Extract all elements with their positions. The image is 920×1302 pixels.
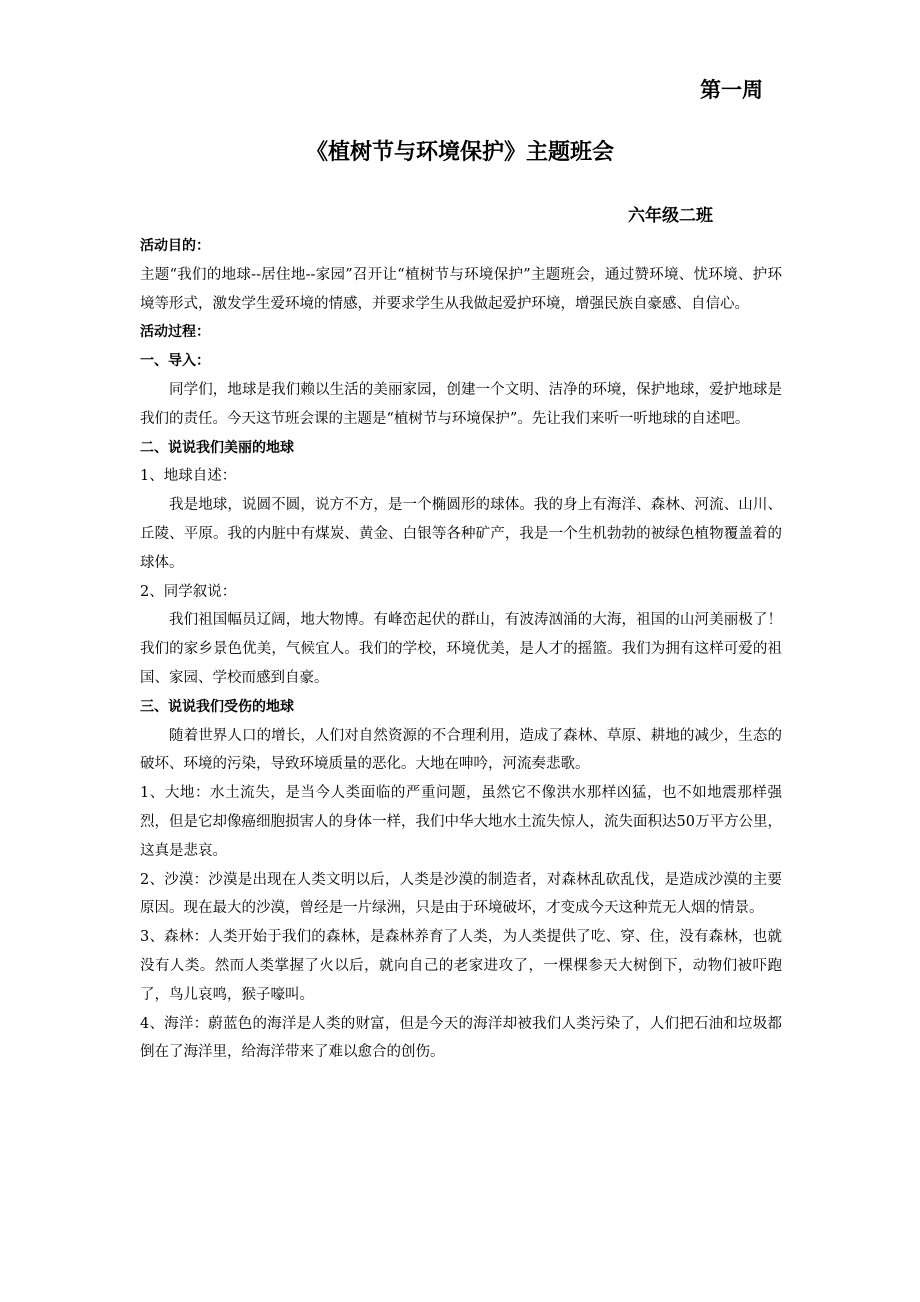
- document-body: [140, 232, 782, 1067]
- process-heading: 活动过程：: [140, 324, 210, 341]
- week-label: 第一周: [700, 78, 763, 102]
- part1-paragraph: 同学们，地球是我们赖以生活的美丽家园，创建一个文明、洁净的环境，保护地球，爱护地球是我们的责任。今天这节班会课的主题是“植树节与环境保护”。先让我们来听一听地球的自述吧。: [140, 381, 782, 427]
- document-title: 《植树节与环境保护》主题班会: [305, 140, 614, 165]
- part3-intro-paragraph: 随着世界人口的增长，人们对自然资源的不合理利用，造成了森林、草原、耕地的减少，生态的破坏、环境的污染，导致环境质量的恶化。大地在呻吟，河流奏悲歌。: [140, 727, 782, 773]
- purpose-paragraph: 主题“我们的地球--居住地--家园”召开让“植树节与环境保护”主题班会，通过赞环境、忧环境、护环境等形式，激发学生爱环境的情感，并要求学生从我做起爱护环境，增强民族自豪感、自信心。: [140, 266, 782, 312]
- part2-paragraph-2: 我们祖国幅员辽阔，地大物博。有峰峦起伏的群山，有波涛汹涌的大海，祖国的山河美丽极了！我们的家乡景色优美，气候宜人。我们的学校，环境优美，是人才的摇篮。我们为拥有这样可爱的祖国、家园、学校而感到自豪。: [140, 612, 782, 686]
- part3-item-forest: 3、森林：人类开始于我们的森林，是森林养育了人类，为人类提供了吃、穿、住，没有森林，也就没有人类。然而人类掌握了火以后，就向自己的老家进攻了，一棵棵参天大树倒下，动物们被吓跑了，鸟儿哀鸣，猴子嚎叫。: [140, 929, 782, 1003]
- part2-paragraph-1: 我是地球，说圆不圆，说方不方，是一个椭圆形的球体。我的身上有海洋、森林、河流、山川、丘陵、平原。我的内脏中有煤炭、黄金、白银等各种矿产，我是一个生机勃勃的被绿色植物覆盖着的球体。: [140, 497, 782, 571]
- part3-heading: 三、说说我们受伤的地球: [140, 698, 294, 715]
- part2-subheading-1: 1、地球自述：: [140, 468, 237, 485]
- class-label: 六年级二班: [628, 206, 713, 226]
- part3-item-ocean: 4、海洋：蔚蓝色的海洋是人类的财富，但是今天的海洋却被我们人类污染了，人们把石油和垃圾都倒在了海洋里，给海洋带来了难以愈合的创伤。: [140, 1015, 782, 1061]
- part1-heading: 一、导入：: [140, 353, 210, 370]
- part3-item-earth: 1、大地：水土流失，是当今人类面临的严重问题，虽然它不像洪水那样凶猛，也不如地震那样强烈，但是它却像癌细胞损害人的身体一样，我们中华大地水土流失惊人，流失面积达50万平方公里，这真是悲哀。: [140, 785, 782, 859]
- purpose-heading: 活动目的：: [140, 238, 210, 254]
- part2-subheading-2: 2、同学叙说：: [140, 583, 237, 600]
- part2-heading: 二、说说我们美丽的地球: [140, 439, 294, 456]
- part3-item-desert: 2、沙漠：沙漠是出现在人类文明以后，人类是沙漠的制造者，对森林乱砍乱伐，是造成沙漠的主要原因。现在最大的沙漠，曾经是一片绿洲，只是由于环境破坏，才变成今天这种荒无人烟的情景。: [140, 871, 782, 917]
